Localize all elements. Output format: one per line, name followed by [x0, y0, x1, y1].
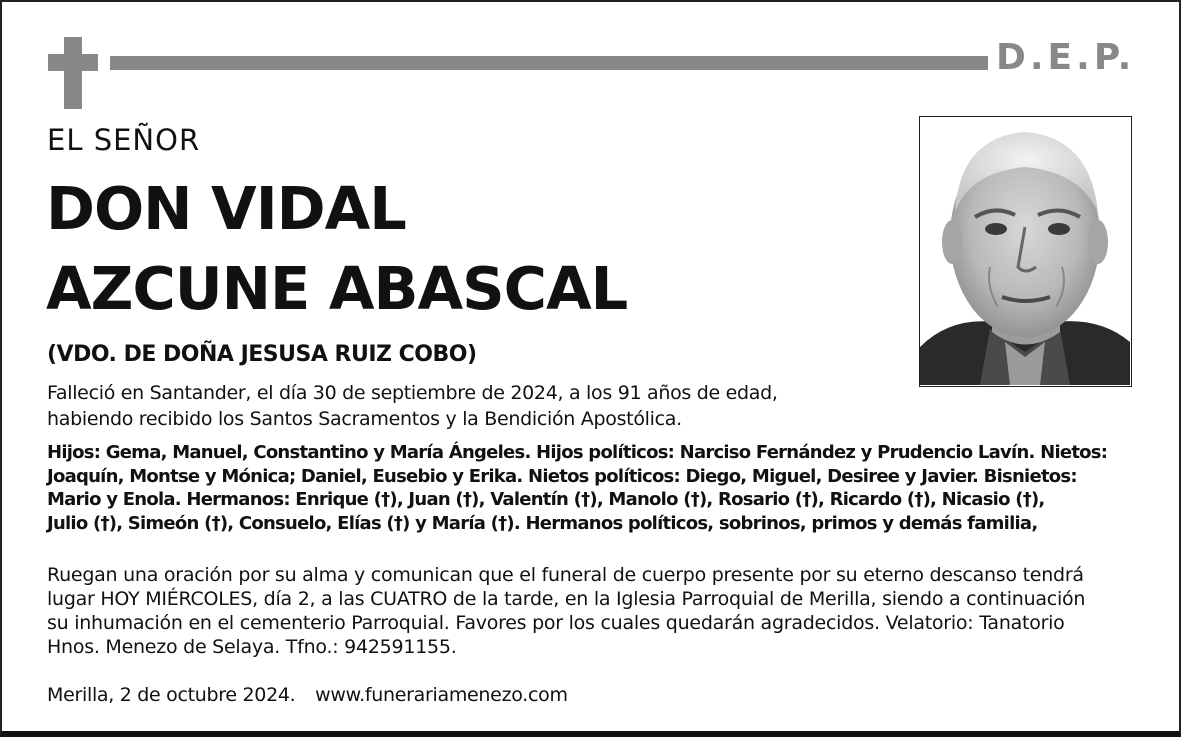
- honorific: EL SEÑOR: [47, 123, 201, 157]
- footer: [47, 682, 582, 708]
- ceremony-line: lugar HOY MIÉRCOLES, día 2, a las CUATRO de la tarde, en la Iglesia Parroquial de Merilla, siendo a continuación: [47, 588, 1086, 610]
- family-list: [47, 441, 1167, 535]
- header-rule: [110, 56, 988, 70]
- portrait-photo: [919, 116, 1132, 387]
- family-line: Julio (†), Simeón (†), Consuelo, Elías (†) y María (†). Hermanos políticos, sobrinos, primos y demás familia,: [47, 512, 1038, 534]
- cross-icon: [64, 37, 82, 109]
- family-line: Mario y Enola. Hermanos: Enrique (†), Juan (†), Valentín (†), Manolo (†), Rosario (†), Ricardo (†), Nicasio (†),: [47, 489, 1045, 510]
- ceremony-line: Hnos. Menezo de Selaya. Tfno.: 942591155.: [47, 636, 457, 658]
- widow-of: (VDO. DE DOÑA JESUSA RUIZ COBO): [47, 342, 477, 367]
- ceremony-details: [47, 563, 1085, 659]
- deceased-name-line1: DON VIDAL: [46, 174, 406, 243]
- family-line: Hijos: Gema, Manuel, Constantino y María Ángeles. Hijos políticos: Narciso Fernández y Prudencio Lavín. Nietos:: [47, 442, 1108, 463]
- dep-label: D.E.P.: [996, 37, 1136, 78]
- death-statement: [47, 380, 778, 432]
- family-line: Joaquín, Montse y Mónica; Daniel, Eusebio y Erika. Nietos políticos: Diego, Miguel, Desiree y Javier. Bisnietos:: [47, 465, 1077, 487]
- ceremony-line: Ruegan una oración por su alma y comunican que el funeral de cuerpo presente por su eterno descanso tendrá: [47, 564, 1084, 586]
- portrait-image: [920, 117, 1130, 385]
- ceremony-line: su inhumación en el cementerio Parroquial. Favores por los cuales quedarán agradecidos. Velatorio: Tanatorio: [47, 612, 1065, 634]
- place-date: Merilla, 2 de octubre 2024.: [47, 684, 296, 706]
- death-line: habiendo recibido los Santos Sacramentos y la Bendición Apostólica.: [47, 408, 682, 430]
- deceased-name-line2: AZCUNE ABASCAL: [46, 254, 628, 323]
- website-link[interactable]: www.funerariamenezo.com: [315, 684, 568, 706]
- death-line: Falleció en Santander, el día 30 de septiembre de 2024, a los 91 años de edad,: [47, 382, 778, 404]
- cross-icon-bar: [48, 54, 98, 71]
